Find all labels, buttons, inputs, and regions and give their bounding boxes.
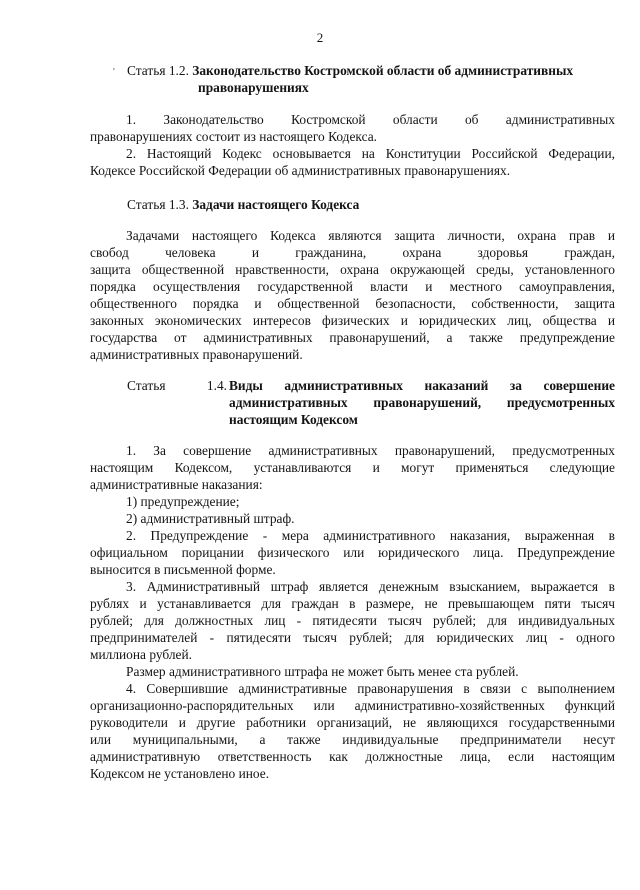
paragraph-line: свобод человека и гражданина, охрана здоровья граждан, [90,245,615,260]
paragraph-line: Размер административного штрафа не может быть менее ста рублей. [126,664,519,679]
article-title-cont: правонарушениях [198,80,309,95]
article-title: Законодательство Костромской области об административных [192,63,574,78]
margin-mark: ' [113,67,115,78]
paragraph-line: Кодексом не установлено иное. [90,766,270,781]
paragraph-line: порядка осуществления государственной власти и местного самоуправления, [90,279,615,294]
paragraph-line: 2. Настоящий Кодекс основывается на Конституции Российской Федерации, [126,146,615,161]
article-1-2-heading [127,62,615,96]
paragraph-line: Задачами настоящего Кодекса являются защита личности, охрана прав и [126,228,615,243]
paragraph-line: административные наказания: [90,477,263,492]
article-1-4-heading [127,377,615,428]
article-1-3-body [90,227,615,363]
paragraph-line: государства от административных правонарушений, а также предупреждение [90,330,615,345]
article-title [229,377,615,428]
paragraph-line: или муниципальными, а также индивидуальные предприниматели несут [90,732,615,747]
list-item: 1) предупреждение; [126,494,240,509]
article-title-line: Виды административных наказаний за совершение [229,378,615,393]
article-label: Статья 1.3. [127,197,189,212]
article-title-line: административных правонарушений, предусмотренных [229,395,615,410]
paragraph-line: 1. Законодательство Костромской области об административных [126,112,615,127]
paragraph-line: 3. Административный штраф является денежным взысканием, выражается в [126,579,615,594]
article-label: Статья 1.2. [127,63,189,78]
paragraph-line: предпринимателей - пятидесяти тысяч рублей; для юридических лиц - одного [90,630,615,645]
article-1-2-body [90,111,615,179]
list-item: 2) административный штраф. [126,511,295,526]
article-title: Задачи настоящего Кодекса [192,197,360,212]
paragraph-line: 1. За совершение административных правонарушений, предусмотренных [126,443,615,458]
paragraph-line: руководители и другие работники организаций, не являющихся государственными [90,715,615,730]
article-label-number: 1.4. [206,378,227,393]
paragraph-line: общественного порядка и общественной безопасности, собственности, защита [90,296,615,311]
paragraph-line: выносится в письменной форме. [90,562,276,577]
page-number: 2 [316,30,324,45]
paragraph-line: рублях и устанавливается для граждан в размере, не превышающем пяти тысяч [90,596,615,611]
article-1-4-body [90,442,615,782]
article-title-line: настоящим Кодексом [229,412,358,427]
paragraph-line: миллиона рублей. [90,647,192,662]
paragraph-line: рублей; для должностных лиц - пятидесяти тысяч рублей; для индивидуальных [90,613,615,628]
paragraph-line: административных правонарушений. [90,347,303,362]
paragraph-line: официальном порицании физического или юридического лица. Предупреждение [90,545,615,560]
paragraph-line: административную ответственность как должностные лица, если настоящим [90,749,615,764]
paragraph-line: правонарушениях состоит из настоящего Кодекса. [90,129,377,144]
paragraph-line: 2. Предупреждение - мера административного наказания, выраженная в [126,528,615,543]
paragraph-line: защита общественной нравственности, охрана окружающей среды, установленного [90,262,615,277]
paragraph-line: организационно-распорядительных или административно-хозяйственных функций [90,698,615,713]
article-label [127,377,227,394]
article-1-3-heading [127,196,615,213]
article-label-word: Статья [127,378,166,393]
paragraph-line: 4. Совершившие административные правонарушения в связи с выполнением [126,681,615,696]
paragraph-line: законных экономических интересов физических и юридических лиц, общества и [90,313,615,328]
paragraph-line: Кодексе Российской Федерации об административных правонарушениях. [90,163,511,178]
paragraph-line: настоящим Кодексом, устанавливаются и могут применяться следующие [90,460,615,475]
